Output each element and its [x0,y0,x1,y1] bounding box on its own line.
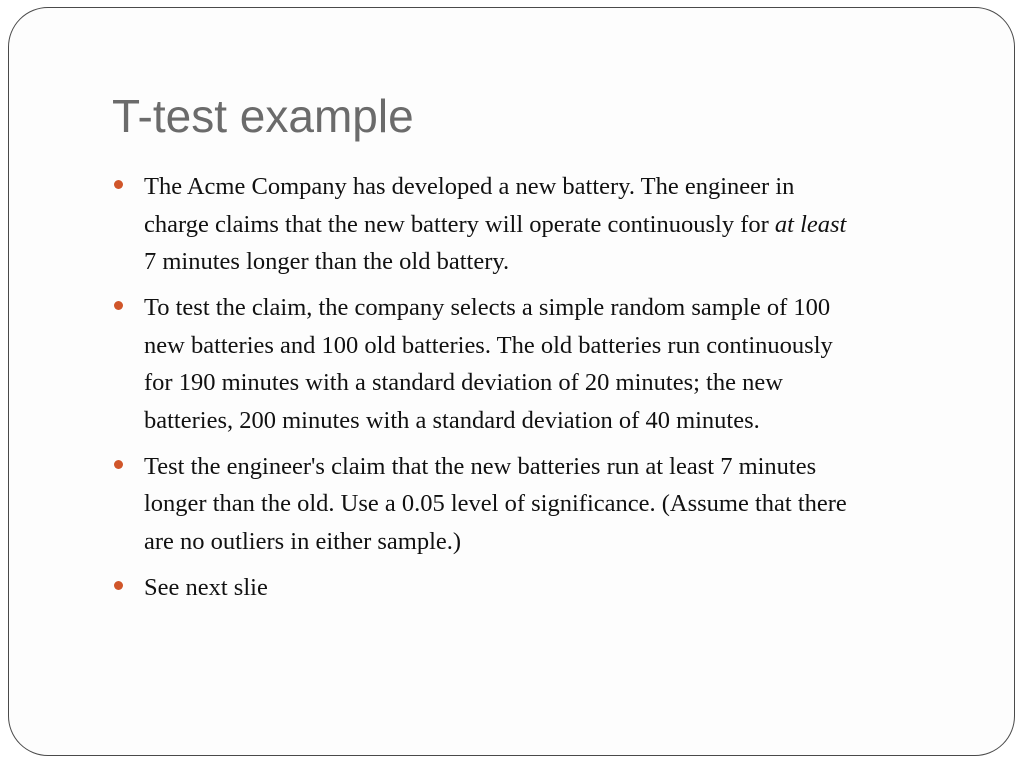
bullet-dot-icon [114,581,123,590]
bullet-2-line-3: for 190 minutes with a standard deviation of 20 minutes; the new [144,369,783,396]
bullet-3-line-2: longer than the old. Use a 0.05 level of significance. (Assume that there [144,490,847,517]
bullet-1-line-3: 7 minutes longer than the old battery. [144,248,510,275]
bullet-item-4 [112,569,962,607]
bullet-3-line-3: are no outliers in either sample.) [144,527,462,555]
bullet-dot-icon [114,460,123,469]
bullet-list [112,168,962,615]
bullet-item-3 [112,448,962,561]
bullet-dot-icon [114,180,123,189]
bullet-1-line-2 [144,206,962,244]
bullet-2-line-4: batteries, 200 minutes with a standard deviation of 40 minutes. [144,406,760,434]
bullet-4-line-1: See next slie [144,573,268,601]
bullet-2-line-2: new batteries and 100 old batteries. The old batteries run continuously [144,331,833,359]
bullet-3-line-1: Test the engineer's claim that the new batteries run at least 7 minutes [144,452,817,480]
bullet-1-line-2-text: charge claims that the new battery will operate continuously for [144,210,775,238]
bullet-dot-icon [114,301,123,310]
slide-title: T-test example [112,90,414,142]
bullet-1-line-1: The Acme Company has developed a new battery. The engineer in [144,173,795,200]
bullet-item-1 [112,168,962,281]
emphasis-at-least: at least [774,210,847,238]
bullet-item-2 [112,289,962,439]
bullet-2-line-1: To test the claim, the company selects a simple random sample of 100 [144,294,831,321]
